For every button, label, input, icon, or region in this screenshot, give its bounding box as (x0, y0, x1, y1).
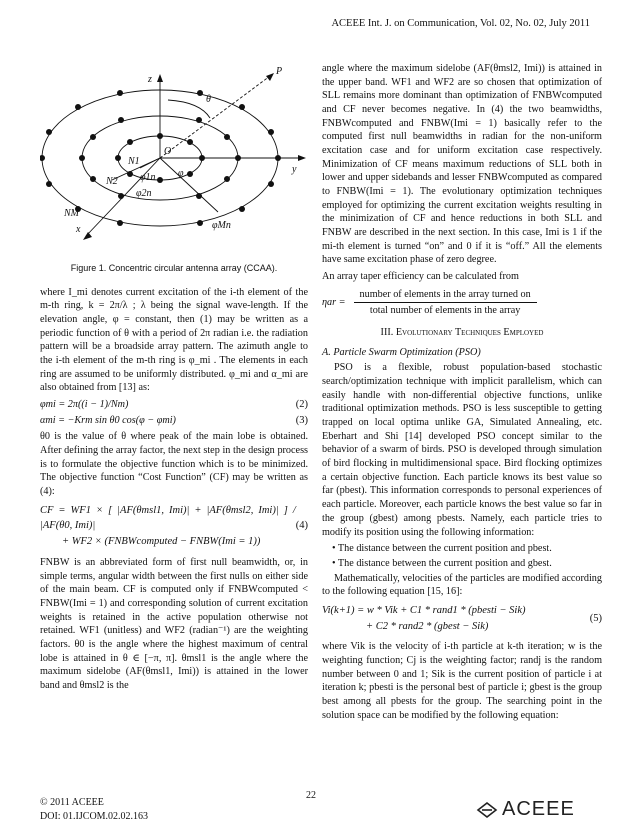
journal-header: ACEEE Int. J. on Communication, Vol. 02, No. 02, July 2011 (331, 18, 590, 29)
doi: DOI: 01.IJCOM.02.02.163 (40, 811, 149, 822)
equation-2 (40, 398, 308, 412)
footer-left (40, 796, 148, 824)
label-nm: NM (64, 208, 79, 219)
bullet-2: • The distance between the current position and gbest. (332, 557, 552, 569)
left-column (40, 40, 308, 696)
right-paragraph-3: PSO is a flexible, robust population-based stochastic search/optimization technique with implicit parallelism, which can easily handle with non-differential objective functions, unlike traditional optimization methods. PSO is less susceptible to getting trapped on local optima unlike GA, Simulated Annealing, etc. Eberhart and Shi [14] developed PSO concept similar to the behavior of a swarm of birds. PSO is developed through simulation of bird flocking in multidimensional space. Bird flocking optimizes a certain objective function. Each particle knows its best value so far (pbest). This information corresponds to personal experiences of each particle. Moreover, each particle knows the best value so far in the group (gbest) among pbests. Namely, each particle tries to modify its position using the following information: (322, 362, 602, 538)
figure-caption: Figure 1. Concentric circular antenna array (CCAA). (70, 262, 278, 273)
equation-5-line-1: Vi(k+1) = w * Vik + C1 * rand1 * (pbesti − Sik) (322, 604, 526, 616)
left-paragraph-3: FNBW is an abbreviated form of first null beamwidth, or, in simple terms, angular width between the first nulls on either side of the main beam. CF is computed only if FNBWcomputed < FNBW(Imi = 1) and corresponding solution of current excitation weights is retained in the active population otherwise not retained. WF1 (unitless) and WF2 (radian⁻¹) are the weighting factors. θ0 is the angle where the highest maximum of central lobe is attained in θ ∈ [−π, π]. θmsl1 is the angle where the maximum sidelobe (AF(θmsl1, Imi)) is attained in the lower band and θmsl2 is the (40, 556, 308, 691)
subsection-heading: A. Particle Swarm Optimization (PSO) (322, 346, 481, 358)
right-paragraph-1: angle where the maximum sidelobe (AF(θmsl2, Imi)) is attained in the upper band. WF1 and WF2 are so chosen that optimization of SLL remains more dominant than optimization of FNBWcomputed and CF never becomes negative. In (4) the two beamwidths, FNBWcomputed and FNBW(Imi = 1) basically refer to the computed first null beamwidths in radian for the non-uniform excitation case and for uniform excitation case respectively. Minimization of CF means maximum reductions of SLL both in lower and upper sidebands and lesser FNBWcomputed as compared to FNBW(Imi = 1). The evolutionary optimization techniques employed for optimizing the current excitation weights resulting in the minimization of CF and hence reductions in both SLL and FNBW are described in the next section. In this case, Imi is 1 if the mi-th element is turned “on” and 0 if it is “off.” All the elements have same excitation phase of zero degree. (322, 63, 602, 266)
right-paragraph-2: An array taper efficiency can be calculated from (322, 271, 519, 283)
left-paragraph-2: θ0 is the value of θ where peak of the main lobe is obtained. After defining the array factor, the next step in the design process is to formulate the objective function which is to be minimized. The objective function “Cost Function” (CF) may be written as (4): (40, 431, 308, 497)
label-p: P (276, 66, 283, 77)
equation-4-line-1: CF = WF1 × [ |AF(θmsl1, Imi)| + |AF(θmsl2, Imi)| ] / |AF(θ0, Imi)| (40, 504, 296, 532)
fraction-denominator: total number of elements in the array (369, 305, 521, 317)
label-y: y (292, 164, 297, 175)
label-phi: φ (178, 168, 184, 179)
equation-2-number: (2) (295, 399, 308, 411)
eta-symbol: ηar = (322, 297, 346, 309)
section-heading: III. Evolutionary Techniques Employed (380, 327, 544, 339)
page-number: 22 (306, 790, 316, 801)
taper-efficiency-equation (322, 288, 602, 318)
right-paragraph-4: Mathematically, velocities of the particles are modified according to the following equation [15, 16]: (322, 572, 602, 598)
label-x: x (76, 224, 81, 235)
label-theta: θ (206, 94, 211, 105)
equation-5-number: (5) (589, 612, 602, 624)
label-n1: N1 (128, 156, 140, 167)
right-column (322, 62, 602, 725)
equation-3-body: αmi = −Krm sin θ0 cos(φ − φmi) (40, 415, 176, 427)
equation-5 (322, 603, 602, 635)
logo-text: ACEEE (502, 798, 575, 820)
fraction-numerator: number of elements in the array turned on (354, 288, 537, 304)
ccaa-figure (40, 40, 308, 255)
label-z: z (148, 74, 152, 85)
right-paragraph-5: where Vik is the velocity of i-th particle at k-th iteration; w is the weighting function; Cj is the weighting factor; randj is the random number between 0 and 1; Sik is the current position of particle i at iteration k; pbesti is the personal best of particle i; gbest is the group best among all pbests for the group. The searching point in the solution space can be modified by the following equation: (322, 641, 602, 721)
equation-2-body: φmi = 2π((i − 1)/Nm) (40, 399, 129, 411)
label-origin: O (164, 146, 172, 157)
equation-4-line-2: + WF2 × (FNBWcomputed − FNBW(Imi = 1)) (62, 536, 261, 548)
equation-4-number: (4) (295, 520, 308, 532)
equation-5-line-2: + C2 * rand2 * (gbest − Sik) (366, 620, 489, 632)
label-n2: N2 (106, 176, 118, 187)
equation-4 (40, 503, 308, 550)
equation-3 (40, 414, 308, 428)
taper-fraction (354, 288, 537, 318)
label-phi2n: φ2n (136, 188, 152, 199)
bullet-1: • The distance between the current position and pbest. (332, 543, 552, 555)
label-phi1n: φ1n (140, 172, 156, 183)
logo-mark-icon (476, 801, 498, 819)
aceee-logo (476, 798, 575, 821)
equation-3-number: (3) (295, 415, 308, 427)
copyright: © 2011 ACEEE (40, 797, 104, 808)
label-phimn: φMn (212, 220, 231, 231)
left-paragraph-1: where I_mi denotes current excitation of the i-th element of the m-th ring, k = 2π/λ ; λ being the signal wave-length. If the elevation angle, φ = constant, then (1) may be written as a periodic function of θ with a period of 2π radian i.e. the radiation pattern will be a broadside array pattern. The azimuth angle to the i-th element of the m-th ring is φ_mi . The elements in each ring are assumed to be uniformly distributed. φ_mi and α_mi are also obtained from [13] as: (40, 286, 308, 394)
